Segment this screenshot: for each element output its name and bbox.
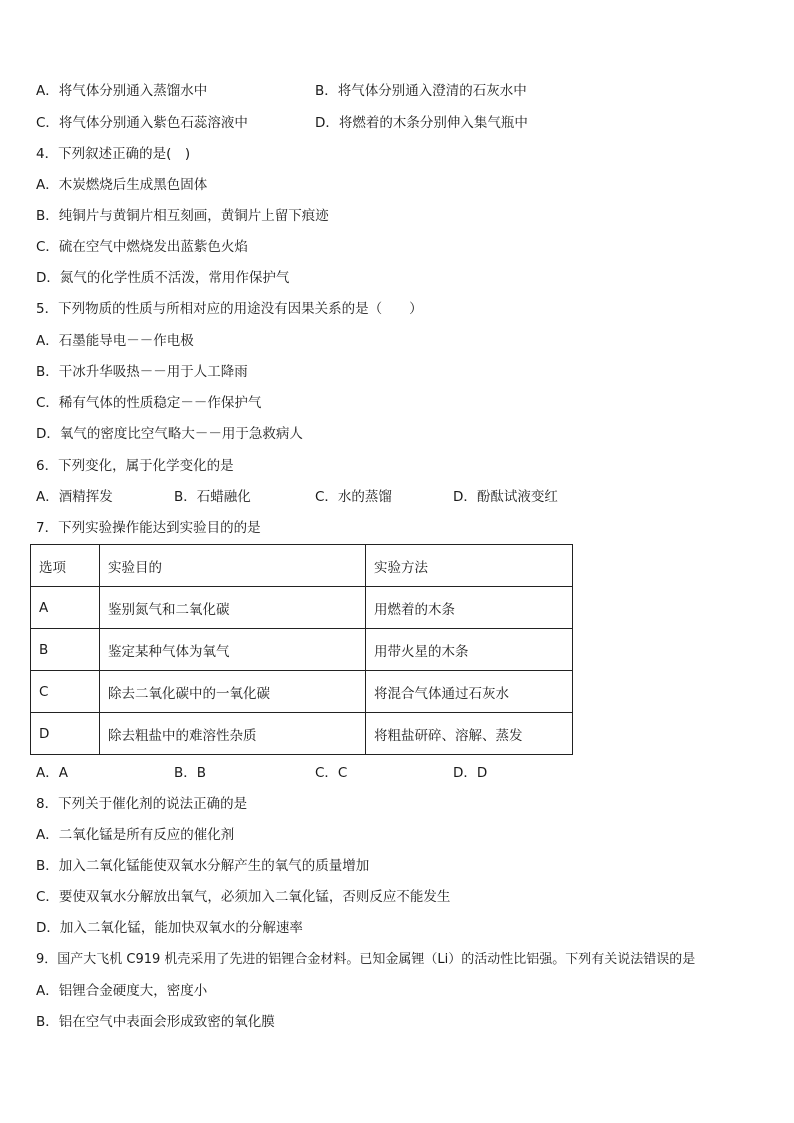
q4-option-c: C．硫在空气中燃烧发出蓝紫色火焰	[36, 239, 248, 255]
table-header-row	[31, 545, 573, 587]
table-cell: B	[31, 629, 100, 671]
q3-option-d: D．将燃着的木条分别伸入集气瓶中	[315, 115, 528, 131]
q6-option-b: B．石蜡融化	[174, 489, 251, 505]
q7-option-b: B．B	[174, 765, 207, 781]
table-cell: A	[31, 587, 100, 629]
q4-option-d: D．氮气的化学性质不活泼，常用作保护气	[36, 270, 290, 286]
q6-option-c: C．水的蒸馏	[315, 489, 392, 505]
q3-option-c: C．将气体分别通入紫色石蕊溶液中	[36, 115, 248, 131]
table-row	[31, 713, 573, 755]
q8-option-c: C．要使双氧水分解放出氧气，必须加入二氧化锰，否则反应不能发生	[36, 889, 451, 905]
q5-option-b: B．干冰升华吸热－－用于人工降雨	[36, 364, 248, 380]
experiment-table	[30, 544, 573, 755]
q7-option-a: A．A	[36, 765, 68, 781]
q5-option-d: D．氧气的密度比空气略大－－用于急救病人	[36, 426, 303, 442]
q7-option-c: C．C	[315, 765, 348, 781]
q8-stem: 8．下列关于催化剂的说法正确的是	[36, 796, 248, 812]
table-header-cell: 选项	[31, 545, 100, 587]
table-cell: 将粗盐研碎、溶解、蒸发	[366, 713, 573, 755]
q4-stem: 4．下列叙述正确的是( )	[36, 146, 191, 162]
q8-option-d: D．加入二氧化锰，能加快双氧水的分解速率	[36, 920, 303, 936]
q3-option-a: A．将气体分别通入蒸馏水中	[36, 83, 208, 99]
table-cell: 用燃着的木条	[366, 587, 573, 629]
table-cell: 鉴别氮气和二氧化碳	[100, 587, 366, 629]
q5-option-a: A．石墨能导电－－作电极	[36, 333, 194, 349]
table-row	[31, 587, 573, 629]
q8-option-a: A．二氧化锰是所有反应的催化剂	[36, 827, 235, 843]
q4-option-b: B．纯铜片与黄铜片相互刻画，黄铜片上留下痕迹	[36, 208, 329, 224]
table-cell: 将混合气体通过石灰水	[366, 671, 573, 713]
q9-option-a: A．铝锂合金硬度大，密度小	[36, 983, 208, 999]
q7-stem: 7．下列实验操作能达到实验目的的是	[36, 520, 261, 536]
q8-option-b: B．加入二氧化锰能使双氧水分解产生的氧气的质量增加	[36, 858, 370, 874]
q6-option-a: A．酒精挥发	[36, 489, 113, 505]
q4-option-a: A．木炭燃烧后生成黑色固体	[36, 177, 208, 193]
table-cell: C	[31, 671, 100, 713]
table-row	[31, 671, 573, 713]
table-row	[31, 629, 573, 671]
table-cell: 除去二氧化碳中的一氧化碳	[100, 671, 366, 713]
q6-option-d: D．酚酞试液变红	[453, 489, 558, 505]
q3-option-b: B．将气体分别通入澄清的石灰水中	[315, 83, 527, 99]
table-cell: D	[31, 713, 100, 755]
q5-stem: 5．下列物质的性质与所相对应的用途没有因果关系的是（ ）	[36, 301, 423, 317]
q9-option-b: B．铝在空气中表面会形成致密的氧化膜	[36, 1014, 275, 1030]
table-cell: 用带火星的木条	[366, 629, 573, 671]
table-header-cell: 实验目的	[100, 545, 366, 587]
q6-stem: 6．下列变化，属于化学变化的是	[36, 458, 234, 474]
q9-stem: 9．国产大飞机 C919 机壳采用了先进的铝锂合金材料。已知金属锂（Li）的活动性比铝强。下列有关说法错误的是	[36, 952, 696, 967]
q5-option-c: C．稀有气体的性质稳定－－作保护气	[36, 395, 262, 411]
table-cell: 鉴定某种气体为氧气	[100, 629, 366, 671]
q7-option-d: D．D	[453, 765, 488, 781]
table-header-cell: 实验方法	[366, 545, 573, 587]
table-cell: 除去粗盐中的难溶性杂质	[100, 713, 366, 755]
